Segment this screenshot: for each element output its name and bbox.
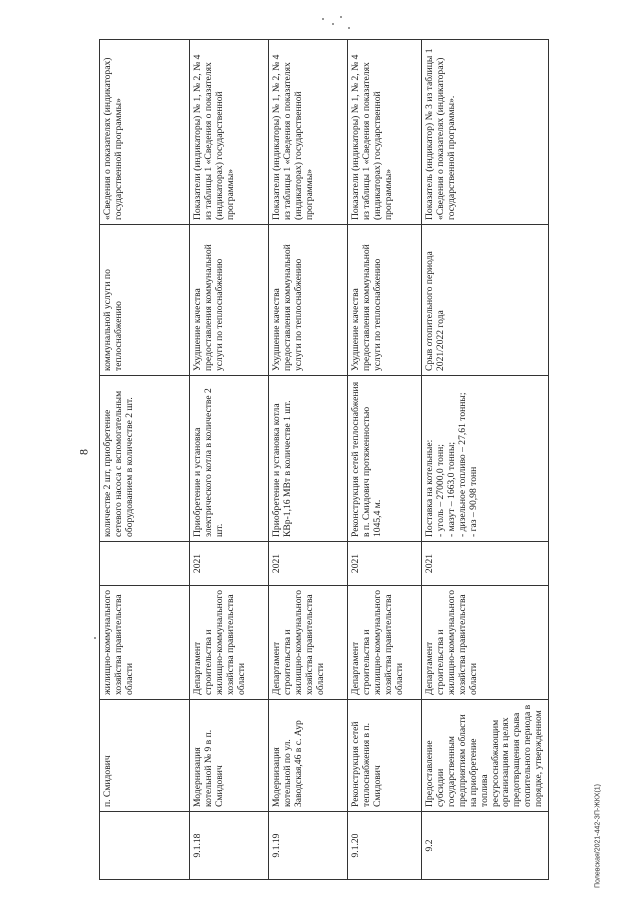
related-indicators: Показатели (индикаторы) № 1, № 2, № 4 из таблицы 1 «Сведения о показателях (индикаторах) государственной программы» bbox=[269, 40, 348, 225]
table-row bbox=[422, 40, 549, 880]
non-implementation-consequences: Ухудшение качества предоставления коммунальной услуги по теплоснабжению bbox=[190, 225, 269, 376]
non-implementation-consequences: коммунальной услуги по теплоснабжению bbox=[100, 225, 190, 376]
row-number: 9.1.18 bbox=[190, 812, 269, 880]
row-number: 9.2 bbox=[422, 812, 549, 880]
row-number bbox=[100, 812, 190, 880]
scan-speck bbox=[340, 16, 342, 18]
expected-result: количестве 2 шт, приобретение сетевого насоса с вспомогательным оборудованием в количестве 2 шт. bbox=[100, 376, 190, 542]
implementation-year: 2021 bbox=[269, 542, 348, 586]
rotated-table-wrapper bbox=[99, 40, 543, 880]
table-row bbox=[100, 40, 190, 880]
measures-table bbox=[99, 39, 549, 880]
scan-speck bbox=[332, 23, 334, 25]
related-indicators: Показатели (индикаторы) № 1, № 2, № 4 из таблицы 1 «Сведения о показателях (индикаторах) государственной программы» bbox=[348, 40, 422, 225]
scan-speck bbox=[348, 27, 350, 29]
document-footer: Полевская/2021-442-ЗП-ЖКХ(1) bbox=[594, 783, 602, 889]
related-indicators: «Сведения о показателях (индикаторах) государственной программы» bbox=[100, 40, 190, 225]
table-row bbox=[269, 40, 348, 880]
implementation-year: 2021 bbox=[422, 542, 549, 586]
responsible-executor: жилищно-коммунального хозяйства правительства области bbox=[100, 586, 190, 700]
scan-speck bbox=[322, 18, 324, 20]
measure-name: Реконструкция сетей теплоснабжения в п. Смидович bbox=[348, 700, 422, 812]
page-number: 8 bbox=[76, 449, 91, 455]
related-indicators: Показатель (индикатор) № 3 из таблицы 1 «Сведения о показателях (индикаторах) государственной программы». bbox=[422, 40, 549, 225]
responsible-executor: Департамент строительства и жилищно-коммунального хозяйства правительства области bbox=[190, 586, 269, 700]
expected-result: Приобретение и установка котла КВр-1,16 МВт в количестве 1 шт. bbox=[269, 376, 348, 542]
expected-result: Реконструкция сетей теплоснабжения в п. Смидович протяженностью 1045,4 м. bbox=[348, 376, 422, 542]
implementation-year: 2021 bbox=[348, 542, 422, 586]
implementation-year: 2021 bbox=[190, 542, 269, 586]
non-implementation-consequences: Срыв отопительного периода 2021/2022 года bbox=[422, 225, 549, 376]
expected-result: Поставка на котельные: - уголь – 27000,0 тонн; - мазут – 1663,0 тонны; - дизельное топливо – 27,61 тонны; - газ – 90,98 тонн bbox=[422, 376, 549, 542]
responsible-executor: Департамент строительства и жилищно-коммунального хозяйства правительства области bbox=[348, 586, 422, 700]
row-number: 9.1.19 bbox=[269, 812, 348, 880]
responsible-executor: Департамент строительства и жилищно-коммунального хозяйства правительства области bbox=[269, 586, 348, 700]
table-row bbox=[190, 40, 269, 880]
related-indicators: Показатели (индикаторы) № 1, № 2, № 4 из таблицы 1 «Сведения о показателях (индикаторах) государственной программы» bbox=[190, 40, 269, 225]
measure-name: Модернизация котельной по ул. Заводская,46 в с. Аур bbox=[269, 700, 348, 812]
measure-name: Модернизация котельной № 9 в п. Смидович bbox=[190, 700, 269, 812]
non-implementation-consequences: Ухудшение качества предоставления коммунальной услуги по теплоснабжению bbox=[348, 225, 422, 376]
row-number: 9.1.20 bbox=[348, 812, 422, 880]
implementation-year bbox=[100, 542, 190, 586]
non-implementation-consequences: Ухудшение качества предоставления коммунальной услуги по теплоснабжению bbox=[269, 225, 348, 376]
measure-name: п. Смидович bbox=[100, 700, 190, 812]
responsible-executor: Департамент строительства и жилищно-коммунального хозяйства правительства области bbox=[422, 586, 549, 700]
table-row bbox=[348, 40, 422, 880]
expected-result: Приобретение и установка электрического котла в количестве 2 шт. bbox=[190, 376, 269, 542]
scan-speck bbox=[94, 637, 96, 639]
measure-name: Предоставление субсидии государственным предприятиям области на приобретение топлива ресурсоснабжающим организациям в целях предотвращения срыва отопительного периода в порядке, утвержденном bbox=[422, 700, 549, 812]
